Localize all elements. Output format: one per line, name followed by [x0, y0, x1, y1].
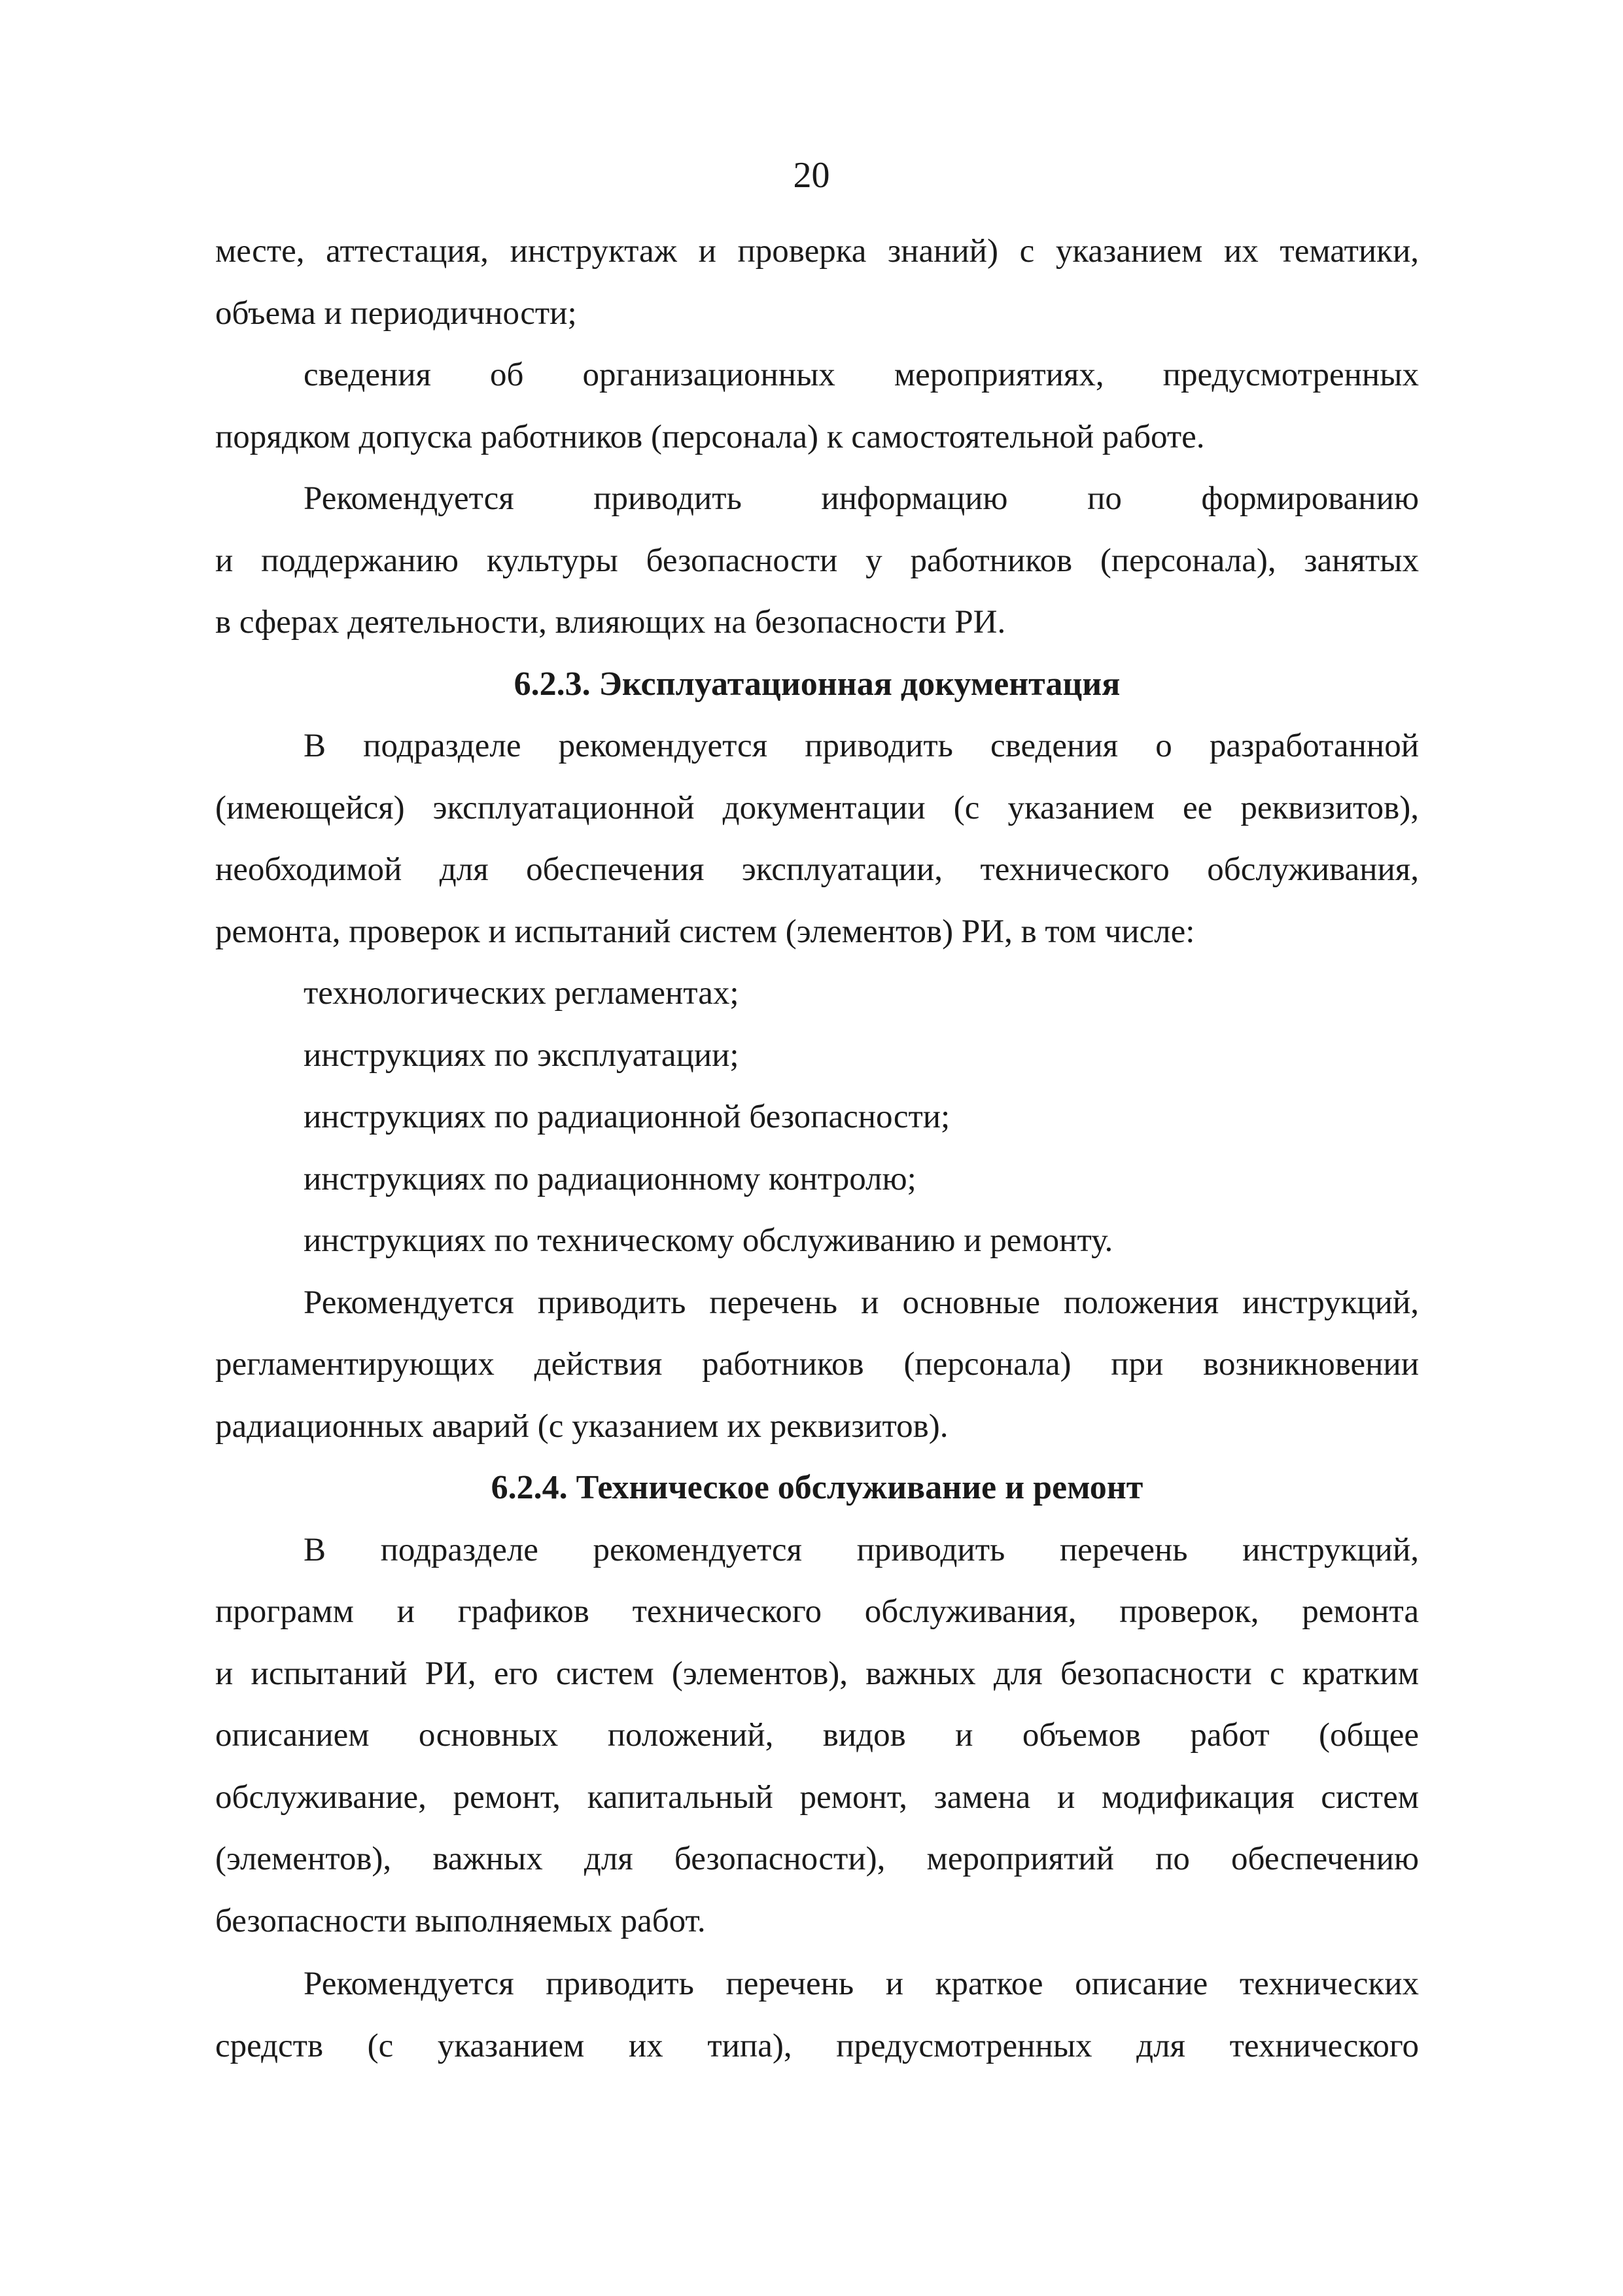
list-item: инструкциях по техническому обслуживанию и ремонту. — [304, 1222, 1113, 1259]
text-line: В подразделе рекомендуется приводить сведения о разработанной — [304, 728, 1419, 764]
page-number: 20 — [793, 155, 830, 196]
text-line: и испытаний РИ, его систем (элементов), важных для безопасности с кратким — [215, 1655, 1419, 1692]
text-line: ремонта, проверок и испытаний систем (элементов) РИ, в том числе: — [215, 913, 1195, 950]
paragraph-maintenance — [215, 1519, 1419, 1952]
text-line: обслуживание, ремонт, капитальный ремонт, замена и модификация систем — [215, 1778, 1419, 1816]
text-line: Рекомендуется приводить перечень и краткое описание технических — [304, 1966, 1419, 2002]
text-line: В подразделе рекомендуется приводить перечень инструкций, — [304, 1531, 1419, 1568]
section-heading-6-2-3: 6.2.3. Эксплуатационная документация — [514, 665, 1121, 703]
paragraph-safety-culture — [215, 468, 1419, 654]
text-line: сведения об организационных мероприятиях, предусмотренных — [304, 357, 1419, 393]
text-line: регламентирующих действия работников (персонала) при возникновении — [215, 1346, 1419, 1383]
text-line: средств (с указанием их типа), предусмотренных для технического — [215, 2027, 1419, 2064]
text-line: Рекомендуется приводить перечень и основные положения инструкций, — [304, 1284, 1419, 1321]
text-line: Рекомендуется приводить информацию по формированию — [304, 480, 1419, 517]
section-heading-6-2-4: 6.2.4. Техническое обслуживание и ремонт — [491, 1469, 1143, 1506]
text-line: (имеющейся) эксплуатационной документации (с указанием ее реквизитов), — [215, 789, 1419, 826]
text-line: и поддержанию культуры безопасности у работников (персонала), занятых — [215, 542, 1419, 579]
paragraph-intro-continuation — [215, 221, 1419, 344]
list-item: инструкциях по радиационному контролю; — [304, 1160, 916, 1197]
text-line: радиационных аварий (с указанием их реквизитов). — [215, 1407, 949, 1445]
text-line: в сферах деятельности, влияющих на безопасности РИ. — [215, 604, 1006, 641]
text-line: безопасности выполняемых работ. — [215, 1902, 706, 1939]
page-content — [215, 221, 1419, 2077]
list-item: инструкциях по эксплуатации; — [304, 1036, 739, 1074]
paragraph-org-measures — [215, 344, 1419, 468]
text-line: программ и графиков технического обслуживания, проверок, ремонта — [215, 1593, 1419, 1630]
text-line: (элементов), важных для безопасности), мероприятий по обеспечению — [215, 1841, 1419, 1877]
text-line: месте, аттестация, инструктаж и проверка знаний) с указанием их тематики, — [215, 233, 1419, 270]
text-line: необходимой для обеспечения эксплуатации, технического обслуживания, — [215, 851, 1419, 888]
paragraph-emergency — [215, 1272, 1419, 1458]
docs-list — [215, 963, 1419, 1272]
paragraph-docs-intro — [215, 715, 1419, 963]
list-item: инструкциях по радиационной безопасности; — [304, 1099, 951, 1135]
text-line: объема и периодичности; — [215, 294, 577, 332]
paragraph-tech-means — [215, 1953, 1419, 2077]
text-line: описанием основных положений, видов и объемов работ (общее — [215, 1717, 1419, 1754]
list-item: технологических регламентах; — [304, 975, 739, 1012]
text-line: порядком допуска работников (персонала) к самостоятельной работе. — [215, 418, 1205, 455]
